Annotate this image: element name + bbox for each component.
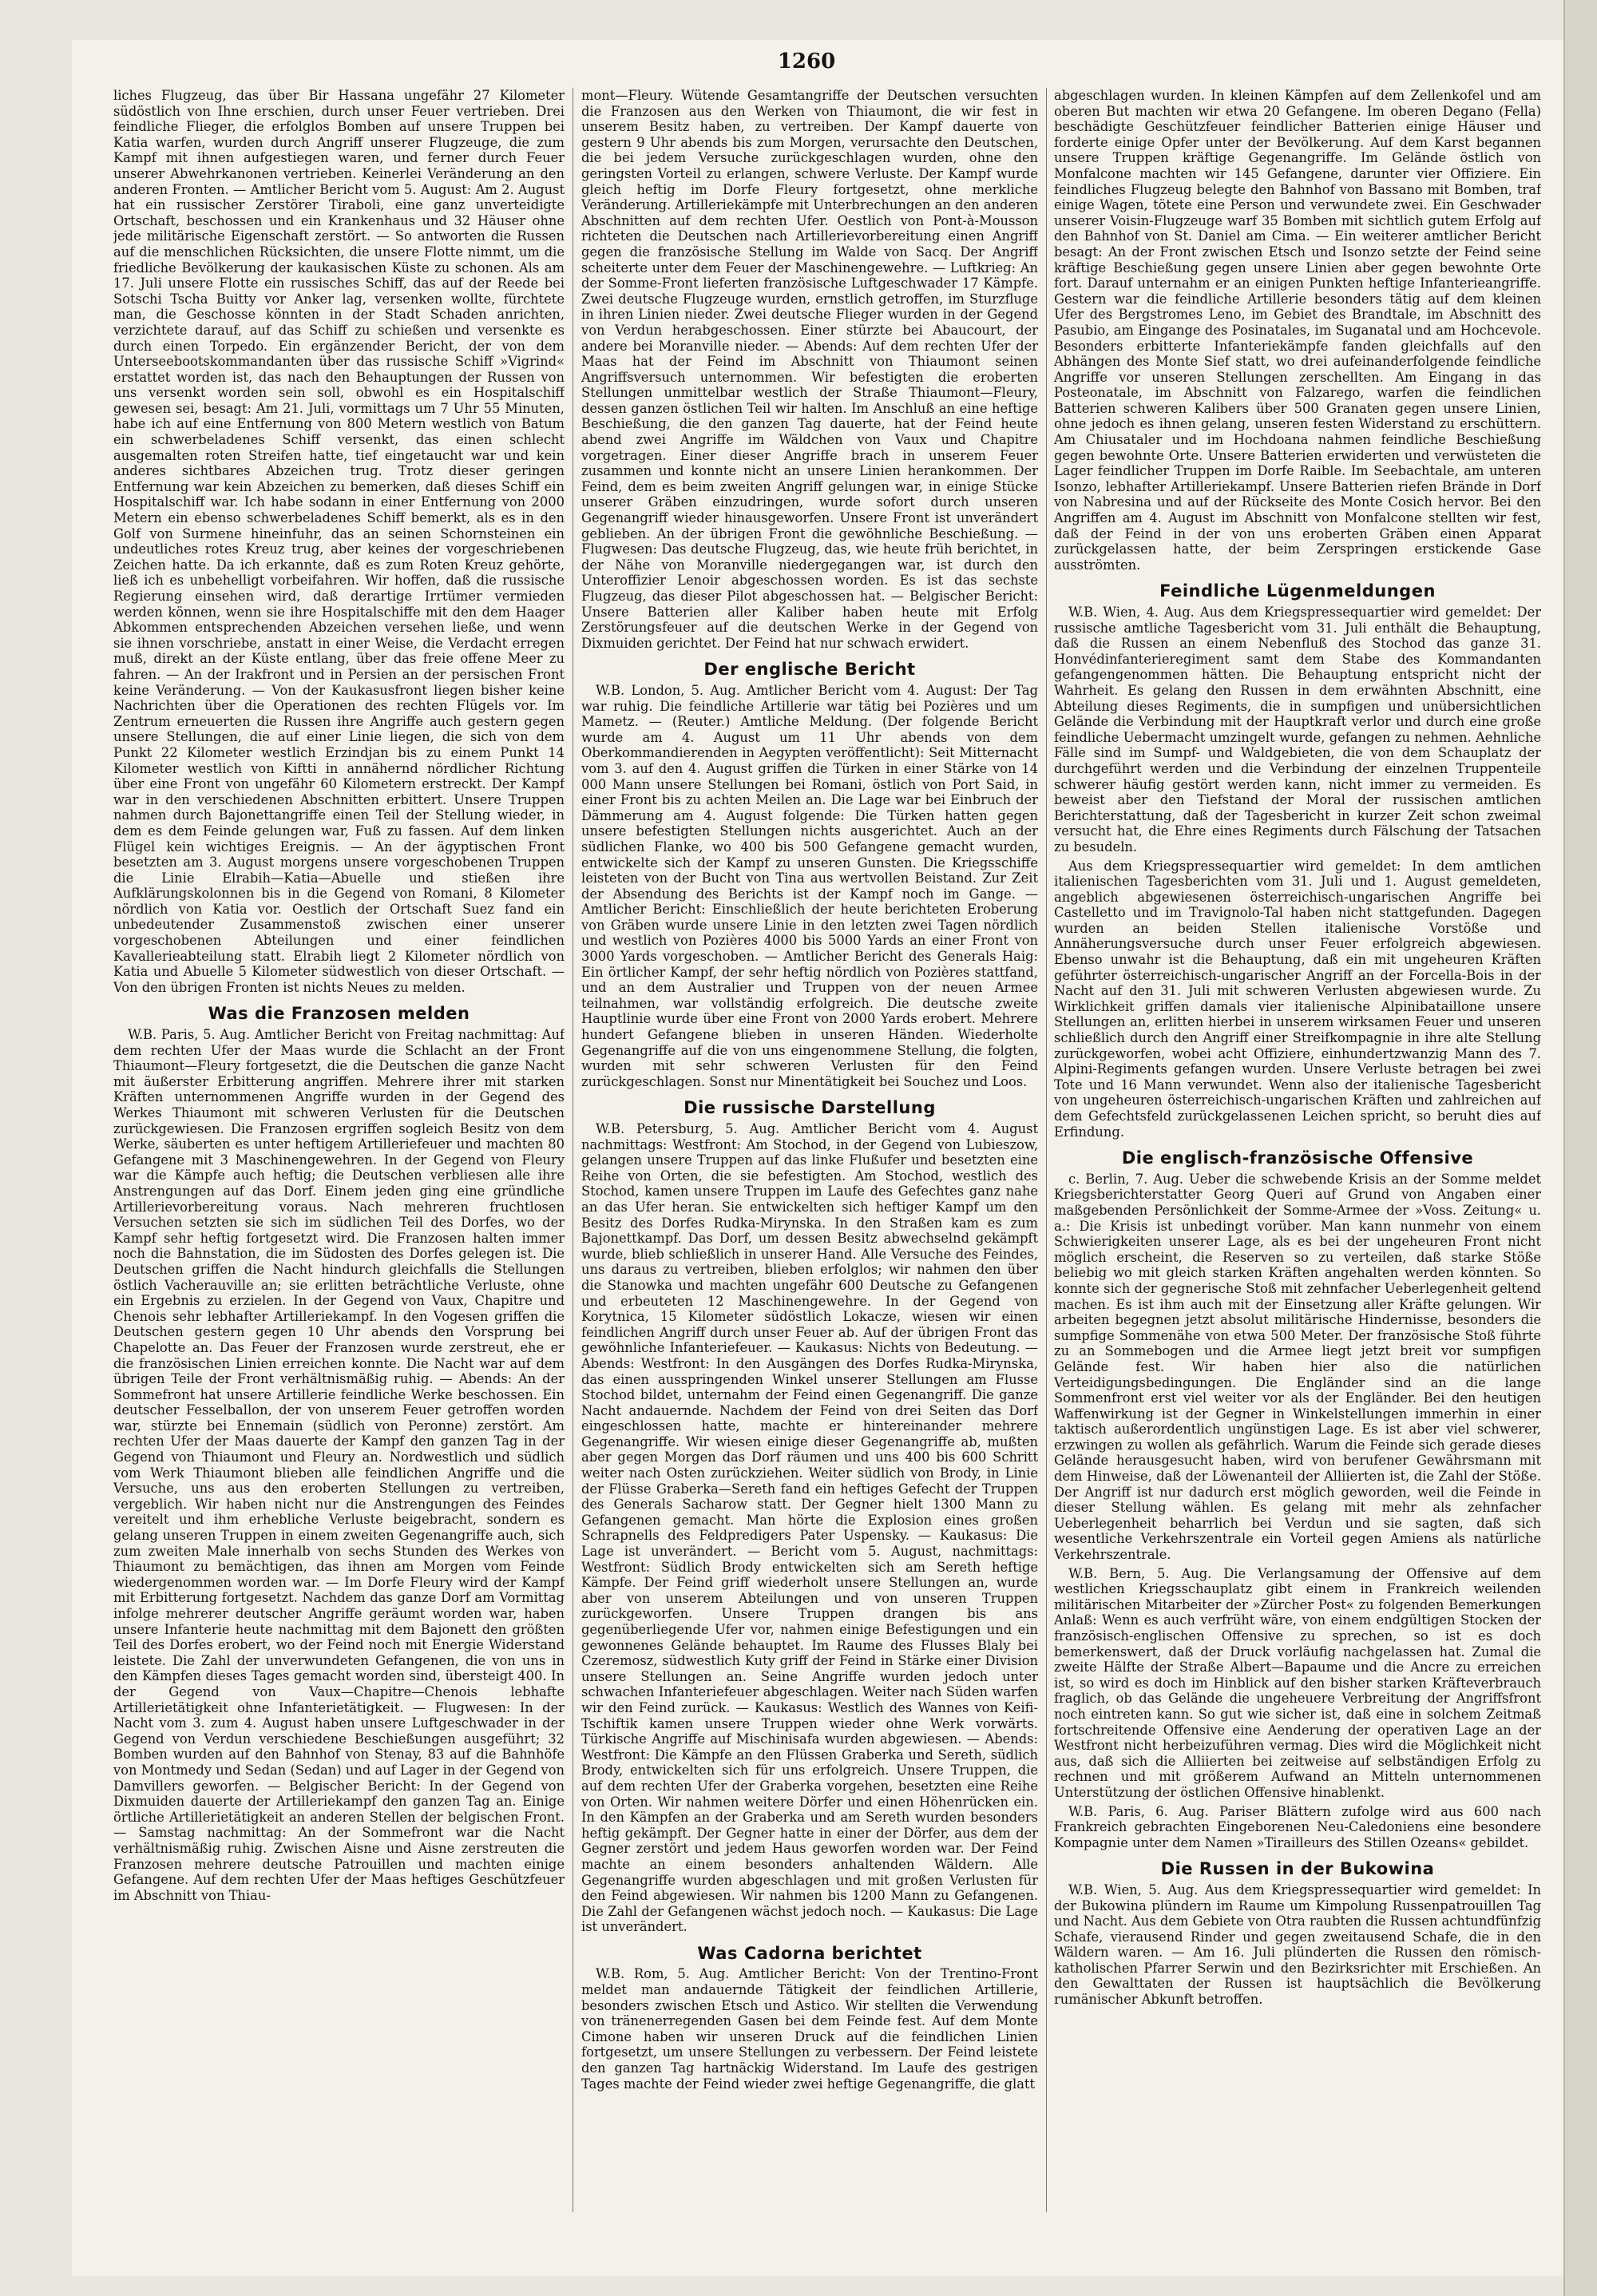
adjacent-page-edge [1563, 0, 1597, 2296]
article-paragraph: abgeschlagen wurden. In kleinen Kämpfen auf dem Zellenkofel und am oberen But machten wir etwa 20 Gefangene. Im oberen Degano (Fella) beschädigte Geschützfeuer feindlicher Batterien einige Häuser und forderte einige Opfer unter der Bevölkerung. Auf dem Karst begannen unsere Truppen kräftige Gegenangriffe. Im Gelände östlich von Monfalcone machten wir 145 Gefangene, darunter vier Offiziere. Ein feindliches Flugzeug belegte den Bahnhof von Bassano mit Bomben, traf einige Wagen, tötete eine Person und verwundete zwei. Ein Geschwader unserer Voisin-Flugzeuge warf 35 Bomben mit sichtlich gutem Erfolg auf den Bahnhof von St. Daniel am Cima. — Ein weiterer amtlicher Bericht besagt: An der Front zwischen Etsch und Isonzo setzte der Feind seine kräftige Beschießung gegen unsere Linien aber gegen bewohnte Orte fort. Darauf unternahm er an einigen Punkten heftige Infanterieangriffe. Gestern war die feindliche Artillerie besonders tätig auf dem kleinen Ufer des Bergstromes Leno, im Gebiet des Brandtale, im Abschnitt des Pasubio, am Eingange des Posinatales, im Suganatal und am Hochcevole. Besonders erbitterte Infanteriekämpfe fanden gleichfalls auf den Abhängen des Monte Sief statt, wo drei aufeinanderfolgende feindliche Angriffe vor unseren Stellungen zerschellten. Am Eingang in das Posteonatale, im Abschnitt von Falzarego, warfen die feindlichen Batterien schweren Kalibers über 500 Granaten gegen unsere Linien, ohne jedoch es ihnen gelang, unseren festen Widerstand zu erschüttern. Am Chiusataler und im Hochdoana nahmen feindliche Beschießung gegen bewohnte Orte. Unsere Batterien erwiderten und verwüsteten die Lager feindlicher Truppen im Dorfe Raible. Im Seebachtale, am unteren Isonzo, lebhafter Artilleriekampf. Unsere Batterien riefen Brände in Dorf von Nabresina und auf der Rückseite des Monte Cosich hervor. Bei den Angriffen am 4. August im Abschnitt von Monfalcone stellten wir fest, daß der Feind in der von uns eroberten Gräben einen Apparat zurückgelassen hatte, der beim Zerspringen erstickende Gase ausströmten. [1054, 88, 1541, 573]
article-paragraph: mont—Fleury. Wütende Gesamtangriffe der Deutschen versuchten die Franzosen aus den Werken von Thiaumont, die wir fest in unserem Besitz haben, zu vertreiben. Der Kampf dauerte von gestern 9 Uhr abends bis zum Morgen, verursachte den Deutschen, die bei jedem Versuche zurückgeschlagen wurden, ohne den geringsten Vorteil zu erlangen, schwere Verluste. Der Kampf wurde gleich heftig im Dorfe Fleury fortgesetzt, ohne merkliche Veränderung. Artilleriekämpfe mit Unterbrechungen an den anderen Abschnitten auf dem rechten Ufer. Oestlich von Pont-à-Mousson richteten die Deutschen nach Artillerievorbereitung einen Angriff gegen die französische Stellung im Walde von Sacq. Der Angriff scheiterte unter dem Feuer der Maschinengewehre. — Luftkrieg: An der Somme-Front lieferten französische Luftgeschwader 17 Kämpfe. Zwei deutsche Flugzeuge wurden, ernstlich getroffen, im Sturzfluge in ihren Linien nieder. Zwei deutsche Flieger wurden in der Gegend von Verdun herabgeschossen. Einer stürzte bei Abaucourt, der andere bei Moranville nieder. — Abends: Auf dem rechten Ufer der Maas hat der Feind im Abschnitt von Thiaumont seinen Angriffsversuch unternommen. Wir befestigten die eroberten Stellungen unmittelbar westlich der Straße Thiaumont—Fleury, dessen ganzen östlichen Teil wir halten. Im Anschluß an eine heftige Beschießung, die den ganzen Tag dauerte, hat der Feind heute abend zwei Angriffe im Wäldchen von Vaux und Chapitre vorgetragen. Einer dieser Angriffe brach in unserem Feuer zusammen und konnte nicht an unsere Linien herankommen. Der Feind, dem es beim zweiten Angriff gelungen war, in einige Stücke unserer Gräben einzudringen, wurde sofort durch unseren Gegenangriff wieder hinausgeworfen. Unsere Front ist unverändert geblieben. An der übrigen Front die gewöhnliche Beschießung. — Flugwesen: Das deutsche Flugzeug, das, wie heute früh berichtet, in der Nähe von Moranville niedergegangen war, ist durch den Unteroffizier Lenoir abgeschossen worden. Es ist das sechste Flugzeug, das dieser Pilot abgeschossen hat. — Belgischer Bericht: Unsere Batterien aller Kaliber haben heute mit Erfolg Zerstörungsfeuer auf die deutschen Werke in der Gegend von Dixmuiden gerichtet. Der Feind hat nur schwach erwidert. [581, 88, 1038, 651]
article-paragraph: W.B. Petersburg, 5. Aug. Amtlicher Bericht vom 4. August nachmittags: Westfront: Am Stochod, in der Gegend von Lubieszow, gelangen unsere Truppen auf das linke Flußufer und besetzten eine Reihe von Orten, die sie befestigten. Am Stochod, westlich des Stochod, kamen unsere Truppen im Laufe des Gefechtes ganz nahe an das Ufer heran. Sie entwickelten sich heftiger Kampf um den Besitz des Dorfes Rudka-Mirynska. In den Straßen kam es zum Bajonettkampf. Das Dorf, um dessen Besitz abwechselnd gekämpft wurde, blieb schließlich in unserer Hand. Alle Versuche des Feindes, uns daraus zu vertreiben, blieben erfolglos; wir nahmen den über die Stanowka und machten ungefähr 600 Deutsche zu Gefangenen und erbeuteten 12 Maschinengewehre. In der Gegend von Korytnica, 15 Kilometer südöstlich Lokacze, wiesen wir einen feindlichen Angriff durch unser Feuer ab. Auf der übrigen Front das gewöhnliche Infanteriefeuer. — Kaukasus: Nichts von Bedeutung. — Abends: Westfront: In den Ausgängen des Dorfes Rudka-Mirynska, das einen ausspringenden Winkel unserer Stellungen am Flusse Stochod bildet, unternahm der Feind einen Gegenangriff. Die ganze Nacht andauernde. Nachdem der Feind von drei Seiten das Dorf eingeschlossen hatte, machte er hintereinander mehrere Gegenangriffe. Wir wiesen einige dieser Gegenangriffe ab, mußten aber gegen Morgen das Dorf räumen und uns 400 bis 600 Schritt weiter nach Osten zurückziehen. Weiter südlich von Brody, in Linie der Flüsse Graberka—Sereth fand ein heftiges Gefecht der Truppen des Generals Sacharow statt. Der Gegner hielt 1300 Mann zu Gefangenen gemacht. Man hörte die Explosion eines großen Schrapnells des Feldpredigers Pater Uspensky. — Kaukasus: Die Lage ist unverändert. — Bericht vom 5. August, nachmittags: Westfront: Südlich Brody entwickelten sich am Sereth heftige Kämpfe. Der Feind griff wiederholt unsere Stellungen an, wurde aber von unserem Abteilungen und von unseren Truppen zurückgeworfen. Unsere Truppen drangen bis ans gegenüberliegende Ufer vor, nahmen einige Befestigungen und ein gewonnenes Gelände behauptet. Im Raume des Flusses Blaly bei Czeremosz, südwestlich Kuty griff der Feind in Stärke einer Division unsere Stellungen an. Seine Angriffe wurden jedoch unter schwachen Infanteriefeuer abgeschlagen. Weiter nach Süden warfen wir den Feind zurück. — Kaukasus: Westlich des Wannes von Keifi-Tschiftik kamen unsere Truppen wieder ohne Werk vorwärts. Türkische Angriffe auf Mischinisafa wurden abgewiesen. — Abends: Westfront: Die Kämpfe an den Flüssen Graberka und Sereth, südlich Brody, entwickelten sich für uns erfolgreich. Unsere Truppen, die auf dem rechten Ufer der Graberka vorgehen, besetzten eine Reihe von Orten. Wir nahmen weitere Dörfer und einen Höhenrücken ein. In den Kämpfen an der Graberka und am Sereth wurden besonders heftig gekämpft. Der Gegner hatte in einer der Dörfer, aus dem der Gegner zerstört und jedem Haus geworfen worden war. Der Feind machte an einem besonders anhaltenden Wäldern. Alle Gegenangriffe wurden abgeschlagen und mit großen Verlusten für den Feind abgewiesen. Wir nahmen bis 1200 Mann zu Gefangenen. Die Zahl der Gefangenen wächst jedoch noch. — Kaukasus: Die Lage ist unverändert. [581, 1121, 1038, 1935]
article-headline: Was die Franzosen melden [208, 1004, 470, 1024]
article-paragraph: liches Flugzeug, das über Bir Hassana ungefähr 27 Kilometer südöstlich von Ihne erschien, durch unser Feuer vertrieben. Drei feindliche Flieger, die erfolglos Bomben auf unsere Truppen bei Katia warfen, wurden durch Angriff unserer Flugzeuge, die zum Kampf mit ihnen aufgestiegen waren, und ferner durch Feuer unserer Abwehrkanonen vertrieben. Keinerlei Veränderung an den anderen Fronten. — Amtlicher Bericht vom 5. August: Am 2. August hat ein russischer Zerstörer Tiraboli, eine ganz unverteidigte Ortschaft, beschossen und ein Krankenhaus und 32 Häuser ohne jede militärische Eigenschaft zerstört. — So antworten die Russen auf die menschlichen Rücksichten, die unsere Flotte nimmt, um die friedliche Bevölkerung der kaukasischen Küste zu schonen. Als am 17. Juli unsere Flotte ein russisches Schiff, das auf der Reede bei Sotschi Tscha Buitty vor Anker lag, versenken wollte, fürchtete man, die Geschosse könnten in der Stadt Schaden anrichten, verzichtete darauf, auf das Schiff zu schießen und versenkte es durch einen Torpedo. Ein ergänzender Bericht, der von dem Unterseebootskommandanten über das russische Schiff »Vigrind« erstattet worden ist, das nach den Behauptungen der Russen von uns versenkt worden sein soll, obwohl es ein Hospitalschiff gewesen sei, besagt: Am 21. Juli, vormittags um 7 Uhr 55 Minuten, habe ich auf eine Entfernung von 800 Metern westlich von Batum ein schwerbeladenes Schiff versenkt, das einen schlecht ausgemalten roten Streifen hatte, tief eingetaucht war und kein anderes sichtbares Abzeichen trug. Trotz dieser geringen Entfernung war kein Abzeichen zu bemerken, daß dieses Schiff ein Hospitalschiff war. Ich habe sodann in einer Entfernung von 2000 Metern ein ebenso schwerbeladenes Schiff bemerkt, als es in den Golf von Surmene hineinfuhr, das an seinen Schornsteinen ein undeutliches rotes Kreuz trug, aber keines der vorgeschriebenen Zeichen hatte. Da ich erkannte, daß es zum Roten Kreuz gehörte, ließ ich es unbehelligt vorbeifahren. Wir hoffen, daß die russische Regierung einsehen wird, daß derartige Irrtümer vermieden werden können, wenn sie ihre Hospitalschiffe mit den dem Haager Abkommen entsprechenden Abzeichen versehen ließe, und wenn sie ihnen vorschriebe, anstatt in einer Weise, die Verdacht erregen muß, direkt an der Küste entlang, über das freie offene Meer zu fahren. — An der Irakfront und in Persien an der persischen Front keine Veränderung. — Von der Kaukasusfront liegen bisher keine Nachrichten über die Operationen des rechten Flügels vor. Im Zentrum erneuerten die Russen ihre Angriffe auch gestern gegen unsere Stellungen, die auf einer Linie liegen, die sich von dem Punkt 22 Kilometer westlich Erzindjan bis zu einem Punkt 14 Kilometer westlich von Kiftti in annähernd nördlicher Richtung über eine Front von ungefähr 60 Kilometern erstreckt. Der Kampf war in den verschiedenen Abschnitten erbittert. Unsere Truppen nahmen durch Bajonettangriffe einen Teil der Stellung wieder, in dem es dem Feinde gelungen war, Fuß zu fassen. Auf dem linken Flügel kein wichtiges Ereignis. — An der ägyptischen Front besetzten am 3. August morgens unsere vorgeschobenen Truppen die Linie Elrabih—Katia—Abuelle und stießen ihre Aufklärungskolonnen bis in die Gegend von Romani, 8 Kilometer nördlich von Katia vor. Oestlich der Ortschaft Suez fand ein unbedeutender Zusammenstoß zwischen einer unserer vorgeschobenen Abteilungen und einer feindlichen Kavallerieabteilung statt. Elrabih liegt 2 Kilometer nördlich von Katia und Abuelle 5 Kilometer südwestlich von dieser Ortschaft. — Von den übrigen Fronten ist nichts Neues zu melden. [113, 88, 565, 995]
article-headline: Die russische Darstellung [684, 1098, 936, 1118]
article-paragraph: W.B. Wien, 5. Aug. Aus dem Kriegspressequartier wird gemeldet: In der Bukowina plündern im Raume um Kimpolung Russenpatrouillen Tag und Nacht. Aus dem Gebiete von Otra raubten die Russen achtundfünfzig Schafe, vierausend Rinder und gegen zweitausend Schafe, die in den Wäldern waren. — Am 16. Juli plünderten die Russen den römisch-katholischen Pfarrer Serwin und den Bezirksrichter mit Erschießen. An den Gewalttaten der Russen ist hauptsächlich die Bevölkerung rumänischer Abkunft betroffen. [1054, 1882, 1541, 2008]
article-paragraph: W.B. Paris, 6. Aug. Pariser Blättern zufolge wird aus 600 nach Frankreich gebrachten Eingeborenen Neu-Caledoniens eine besondere Kompagnie unter dem Namen »Tirailleurs des Stillen Ozeans« gebildet. [1054, 1803, 1541, 1850]
article-headline: Die englisch-französische Offensive [1121, 1148, 1474, 1168]
article-paragraph: W.B. London, 5. Aug. Amtlicher Bericht vom 4. August: Der Tag war ruhig. Die feindliche Artillerie war tätig bei Pozières und um Mametz. — (Reuter.) Amtliche Meldung. (Der folgende Bericht wurde am 4. August um 11 Uhr abends von dem Oberkommandierenden in Aegypten veröffentlicht): Seit Mitternacht vom 3. auf den 4. August griffen die Türken in einer Stärke von 14 000 Mann unsere Stellungen bei Romani, östlich von Port Said, in einer Front bis zu achten Meilen an. Die Lage war bei Einbruch der Dämmerung am 4. August folgende: Die Türken hatten gegen unsere befestigten Stellungen nichts ausgerichtet. Auch an der südlichen Flanke, wo 400 bis 500 Gefangene gemacht wurden, entwickelte sich der Kampf zu unseren Gunsten. Die Kriegsschiffe leisteten von der Bucht von Tina aus wertvollen Beistand. Zur Zeit der Absendung des Berichts ist der Kampf noch im Gange. — Amtlicher Bericht: Einschließlich der heute berichteten Eroberung von Gräben wurde unsere Linie in den letzten zwei Tagen nördlich und westlich von Pozières 4000 bis 5000 Yards an einer Front von 3000 Yards vorgeschoben. — Amtlicher Bericht des Generals Haig: Ein örtlicher Kampf, der sehr heftig nördlich von Pozières stattfand, und an dem Australier und Truppen von der neuen Armee teilnahmen, war vollständig erfolgreich. Die deutsche zweite Hauptlinie wurde über eine Front von 2000 Yards erobert. Mehrere hundert Gefangene blieben in unseren Händen. Wiederholte Gegenangriffe auf die von uns eingenommene Stellung, die folgten, wurden mit sehr schweren Verlusten für den Feind zurückgeschlagen. Sonst nur Minentätigkeit bei Souchez und Loos. [581, 682, 1038, 1089]
column-rule [1046, 88, 1047, 2212]
article-paragraph: W.B. Rom, 5. Aug. Amtlicher Bericht: Von der Trentino-Front meldet man andauernde Tätigkeit der feindlichen Artillerie, besonders zwischen Etsch und Astico. Wir stellten die Verwendung von tränenerregenden Gasen bei dem Feinde fest. Auf dem Monte Cimone haben wir unseren Druck auf die feindlichen Linien fortgesetzt, um unsere Stellungen zu verbessern. Der Feind leistete den ganzen Tag hartnäckig Widerstand. Im Laufe des gestrigen Tages machte der Feind wieder zwei heftige Gegenangriffe, die glatt [581, 1966, 1038, 2092]
article-paragraph: W.B. Wien, 4. Aug. Aus dem Kriegspressequartier wird gemeldet: Der russische amtliche Tagesbericht vom 31. Juli enthält die Behauptung, daß die Russen an einem Nebenfluß des Stochod das ganze 31. Honvédinfanterieregiment samt dem Stabe des Kommandanten gefangengenommen hätten. Die Behauptung entspricht nicht der Wahrheit. Es gelang den Russen in dem erwähnten Abschnitt, eine Abteilung dieses Regiments, die in sumpfigen und unübersichtlichen Gelände die Verbindung mit der Hauptkraft verlor und durch eine große feindliche Uebermacht umzingelt wurde, gefangen zu nehmen. Aehnliche Fälle sind im Sumpf- und Waldgebieten, die von dem Schauplatz der durchgeführt werden und die Verbindung der einzelnen Truppenteile schwerer häufig gestört werden kann, nicht immer zu vermeiden. Es beweist aber den Tiefstand der Moral der russischen amtlichen Berichterstattung, daß der Tagesbericht in kurzer Zeit schon zweimal versucht hat, die Ehre eines Regiments durch Fälschung der Tatsachen zu besudeln. [1054, 605, 1541, 855]
column-1 [113, 88, 565, 2236]
column-3 [1054, 88, 1541, 2236]
article-paragraph: W.B. Paris, 5. Aug. Amtlicher Bericht von Freitag nachmittag: Auf dem rechten Ufer der Maas wurde die Schlacht an der Front Thiaumont—Fleury fortgesetzt, die die Deutschen die ganze Nacht mit äußerster Erbitterung angriffen. Mehrere ihrer mit starken Kräften unternommenen Angriffe wurden in der Gegend des Werkes Thiaumont mit schweren Verlusten für die Deutschen zurückgewiesen. Die Franzosen ergriffen sogleich Besitz von dem Werke, säuberten es unter heftigem Artilleriefeuer und machten 80 Gefangene mit 3 Maschinengewehren. In der Gegend von Fleury war die Kämpfe auch heftig; die Deutschen verbliesen alle ihre Anstrengungen auf das Dorf. Einem jeden ging eine gründliche Artillerievorbereitung voraus. Nach mehreren fruchtlosen Versuchen setzten sie sich im südlichen Teil des Dorfes, wo der Kampf sehr heftig fortgesetzt wird. Die Franzosen halten immer noch die Bahnstation, die im Südosten des Dorfes gelegen ist. Die Deutschen griffen die Nacht hindurch gleichfalls die Stellungen östlich Vacherauville an; sie erlitten beträchtliche Verluste, ohne ein Ergebnis zu erzielen. In der Gegend von Vaux, Chapitre und Chenois sehr lebhafter Artilleriekampf. In den Vogesen griffen die Deutschen gestern gegen 10 Uhr abends den Vorsprung bei Chapelotte an. Das Feuer der Franzosen wurde zerstreut, ehe er die französischen Linien erreichen konnte. Die Nacht war auf dem übrigen Teile der Front verhältnismäßig ruhig. — Abends: An der Sommefront hat unsere Artillerie feindliche Werke beschossen. Ein deutscher Fesselballon, der von unserem Feuer getroffen worden war, stürzte bei Ennemain (südlich von Peronne) zerstört. Am rechten Ufer der Maas dauerte der Kampf den ganzen Tag in der Gegend von Thiaumont und Fleury an. Nordwestlich und südlich vom Werk Thiaumont blieben alle feindlichen Angriffe und die Versuche, uns aus den eroberten Stellungen zu vertreiben, vergeblich. Wir haben nicht nur die Anstrengungen des Feindes vereitelt und ihm erhebliche Verluste beigebracht, sondern es gelang unseren Truppen in einem zweiten Gegenangriffe auch, sich zum zweiten Male innerhalb von sechs Stunden des Werkes von Thiaumont zu bemächtigen, das ihnen am Morgen vom Feinde wiedergenommen worden war. — Im Dorfe Fleury wird der Kampf mit Erbitterung fortgesetzt. Nachdem das ganze Dorf am Vormittag infolge mehrerer deutscher Angriffe geräumt worden war, haben unsere Infanterie heute nachmittag mit dem Bajonett den größten Teil des Dorfes erobert, wo der Feind noch mit Energie Widerstand leistete. Die Zahl der unverwundeten Gefangenen, die von uns in den Kämpfen dieses Tages gemacht worden sind, übersteigt 400. In der Gegend von Vaux—Chapitre—Chenois lebhafte Artillerietätigkeit ohne Infanterietätigkeit. — Flugwesen: In der Nacht vom 3. zum 4. August haben unsere Luftgeschwader in der Gegend von Verdun verschiedene Beschießungen ausgeführt; 32 Bomben wurden auf den Bahnhof von Stenay, 83 auf die Bahnhöfe von Montmedy und Sedan (Sedan) und auf Lager in der Gegend von Damvillers geworfen. — Belgischer Bericht: In der Gegend von Dixmuiden dauerte der Artilleriekampf den ganzen Tag an. Einige örtliche Artillerietätigkeit an anderen Stellen der belgischen Front. — Samstag nachmittag: An der Sommefront war die Nacht verhältnismäßig ruhig. Zwischen Aisne und Aisne zerstreuten die Franzosen mehrere deutsche Patrouillen und machten einige Gefangene. Auf dem rechten Ufer der Maas heftiges Geschützfeuer im Abschnitt von Thiau- [113, 1027, 565, 1903]
article-headline: Die Russen in der Bukowina [1160, 1859, 1435, 1879]
article-paragraph: c. Berlin, 7. Aug. Ueber die schwebende Krisis an der Somme meldet Kriegsberichterstatter Georg Queri auf Grund von Angaben einer maßgebenden Persönlichkeit der Somme-Armee der »Voss. Zeitung« u. a.: Die Krisis ist unbedingt vorüber. Man kann nunmehr von einem Schwierigkeiten unserer Lage, als es bei der ungeheuren Front nicht möglich erscheint, die Reserven so zu verteilen, daß starke Stöße beliebig wo mit gleich starken Kräften angehalten werden könnten. So konnte sich der gegnerische Stoß mit zehnfacher Ueberlegenheit geltend machen. Es ist ihm auch mit der Einsetzung aller Kräfte gelungen. Wir arbeiten begegnen jetzt absolut militärische Hindernisse, besonders die sumpfige Sommenähe von etwa 500 Meter. Der französische Stoß führte zu an Sommebogen und die Armee liegt jetzt breit vor sumpfigen Gelände fest. Wir haben hier also die natürlichen Verteidigungsbedingungen. Die Engländer sind an die lange Sommenfront erst viel weiter vor als der Engländer. Bei den heutigen Waffenwirkung ist der Gegner in Winkelstellungen immerhin in einer taktisch außerordentlich ungünstigen Lage. Es ist aber viel schwerer, erzwingen zu wollen als gefährlich. Warum die Feinde sich gerade dieses Gelände herausgesucht haben, wird von berufener Gewährsmann mit dem Hinweise, daß der Löwenanteil der Alliierten ist, die Zahl der Stöße. Der Angriff ist nur dadurch erst möglich geworden, weil die Feinde in dieser Stellung wählen. Es gelang mit mehr als zehnfacher Ueberlegenheit beharrlich bei Verdun und sie sagten, daß sich wesentliche Verkehrszentrale ein Vorteil gegen Amiens als natürliche Verkehrszentrale. [1054, 1171, 1541, 1563]
column-2 [581, 88, 1038, 2236]
page-number: 1260 [777, 50, 836, 73]
article-headline: Der englische Bericht [703, 660, 916, 680]
article-paragraph: W.B. Bern, 5. Aug. Die Verlangsamung der Offensive auf dem westlichen Kriegsschauplatz gibt einem in Frankreich weilenden militärischen Mitarbeiter der »Zürcher Post« zu folgenden Bemerkungen Anlaß: Wenn es auch verfrüht wäre, von einem endgültigen Stocken der französisch-englischen Offensive zu sprechen, so ist es doch bemerkenswert, daß der Druck vorläufig nachgelassen hat. Zumal die zweite Hälfte der Straße Albert—Bapaume und die Ancre zu erreichen ist, so wird es doch im Hinblick auf den bisher starken Kräfteverbrauch fraglich, ob das Gelände die ungeheuere Verbreitung der Angriffsfront noch eintreten kann. So gut wie sicher ist, daß eine in solchem Zeitmaß fortschreitende Offensive eine Aenderung der operativen Lage an der Westfront nicht herbeizuführen vermag. Dies wird die Möglichkeit nicht aus, daß sich die Alliierten bei zeitweise auf selbständigen Erfolg zu rechnen und mit größerem Aufwand an Mitteln unternommenen Unterstützung der östlichen Offensive hinablenkt. [1054, 1565, 1541, 1800]
article-headline: Was Cadorna berichtet [697, 1943, 922, 1963]
article-headline: Feindliche Lügenmeldungen [1159, 581, 1436, 601]
article-paragraph: Aus dem Kriegspressequartier wird gemeldet: In dem amtlichen italienischen Tagesberichten vom 31. Juli und 1. August gemeldeten, angeblich abgewiesenen österreichisch-ungarischen Angriffe bei Castelletto und im Travignolo-Tal haben nicht stattgefunden. Dagegen wurden an beiden Stellen italienische Vorstöße und Annäherungsversuche durch unser Feuer erfolgreich abgewiesen. Ebenso unwahr ist die Behauptung, daß ein mit ungeheuren Kräften geführter österreichisch-ungarischer Angriff an der Forcella-Bois in der Nacht auf den 31. Juli mit schweren Verlusten abgewiesen wurde. Zu Wirklichkeit griffen damals vier italienische Alpinibataillone unsere Stellungen an, erlitten hierbei in unserem wirksamen Feuer und unseren schließlich durch den Angriff einer Streifkompagnie in ihre alte Stellung zurückgeworfen, wobei acht Offiziere, einhundertzwanzig Mann des 7. Alpini-Regiments gefangen wurden. Unsere Verluste betragen bei zwei Tote und 16 Mann verwundet. Wenn also der italienische Tagesbericht von ungeheuren österreichisch-ungarischen Kräften und zahlreichen auf dem Gefechtsfeld zurückgelassenen Leichen spricht, so beruht dies auf Erfindung. [1054, 858, 1541, 1140]
